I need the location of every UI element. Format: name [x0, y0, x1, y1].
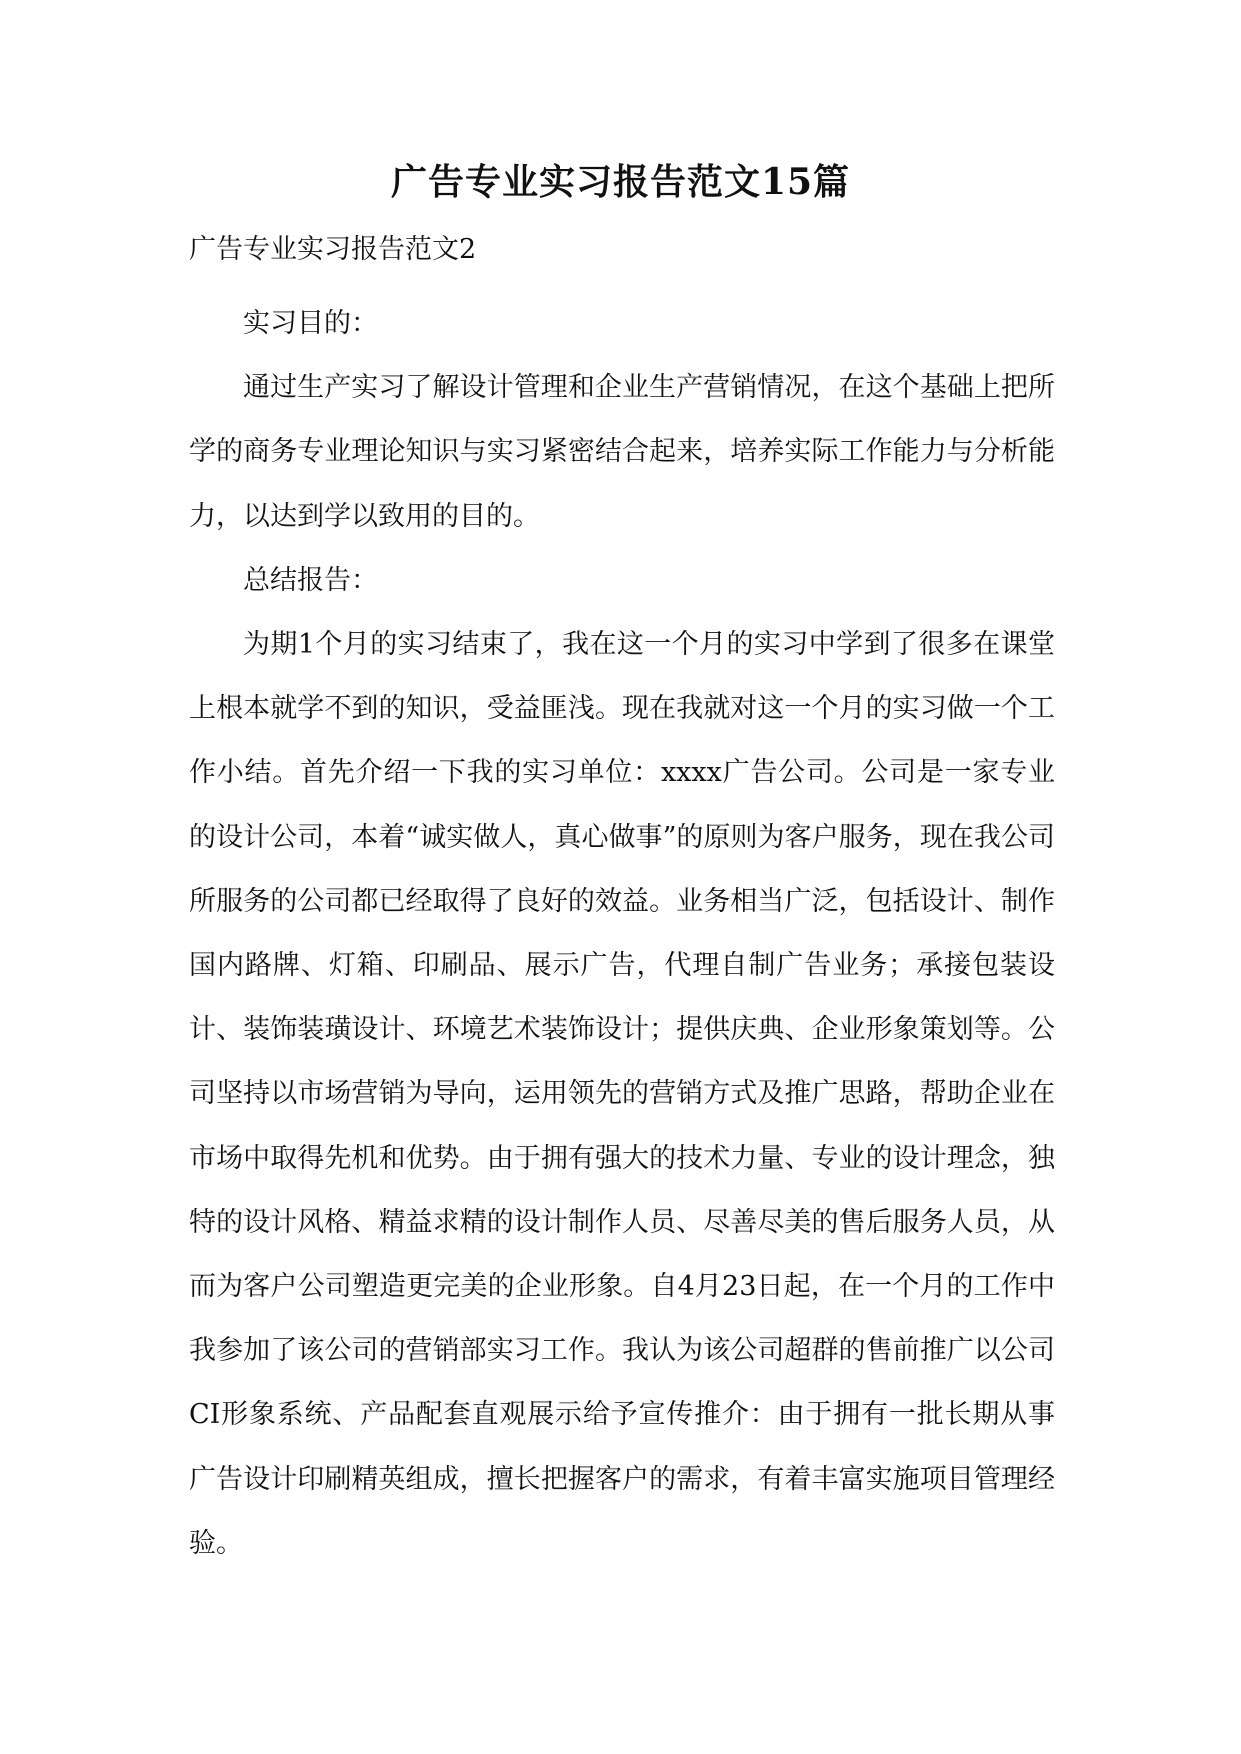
paragraph-purpose-heading: 实习目的：	[243, 308, 378, 339]
paragraph-summary-heading: 总结报告：	[243, 564, 378, 596]
document-body	[189, 292, 1055, 1576]
document-subtitle: 广告专业实习报告范文2	[189, 234, 477, 265]
document-title: 广告专业实习报告范文15篇	[390, 161, 851, 203]
paragraph-purpose-text: 通过生产实习了解设计管理和企业生产营销情况，在这个基础上把所学的商务专业理论知识与实习紧密结合起来，培养实际工作能力与分析能力，以达到学以致用的目的。	[189, 372, 1055, 532]
paragraph-summary-text: 为期1个月的实习结束了，我在这一个月的实习中学到了很多在课堂上根本就学不到的知识，受益匪浅。现在我就对这一个月的实习做一个工作小结。首先介绍一下我的实习单位：xxxx广告公司。公司是一家专业的设计公司，本着“诚实做人，真心做事”的原则为客户服务，现在我公司所服务的公司都已经取得了良好的效益。业务相当广泛，包括设计、制作国内路牌、灯箱、印刷品、展示广告，代理自制广告业务；承接包装设计、装饰装璜设计、环境艺术装饰设计；提供庆典、企业形象策划等。公司坚持以市场营销为导向，运用领先的营销方式及推广思路，帮助企业在市场中取得先机和优势。由于拥有强大的技术力量、专业的设计理念，独特的设计风格、精益求精的设计制作人员、尽善尽美的售后服务人员，从而为客户公司塑造更完美的企业形象。自4月23日起，在一个月的工作中我参加了该公司的营销部实习工作。我认为该公司超群的售前推广以公司CI形象系统、产品配套直观展示给予宣传推介：由于拥有一批长期从事广告设计印刷精英组成，擅长把握客户的需求，有着丰富实施项目管理经验。	[189, 629, 1055, 1559]
